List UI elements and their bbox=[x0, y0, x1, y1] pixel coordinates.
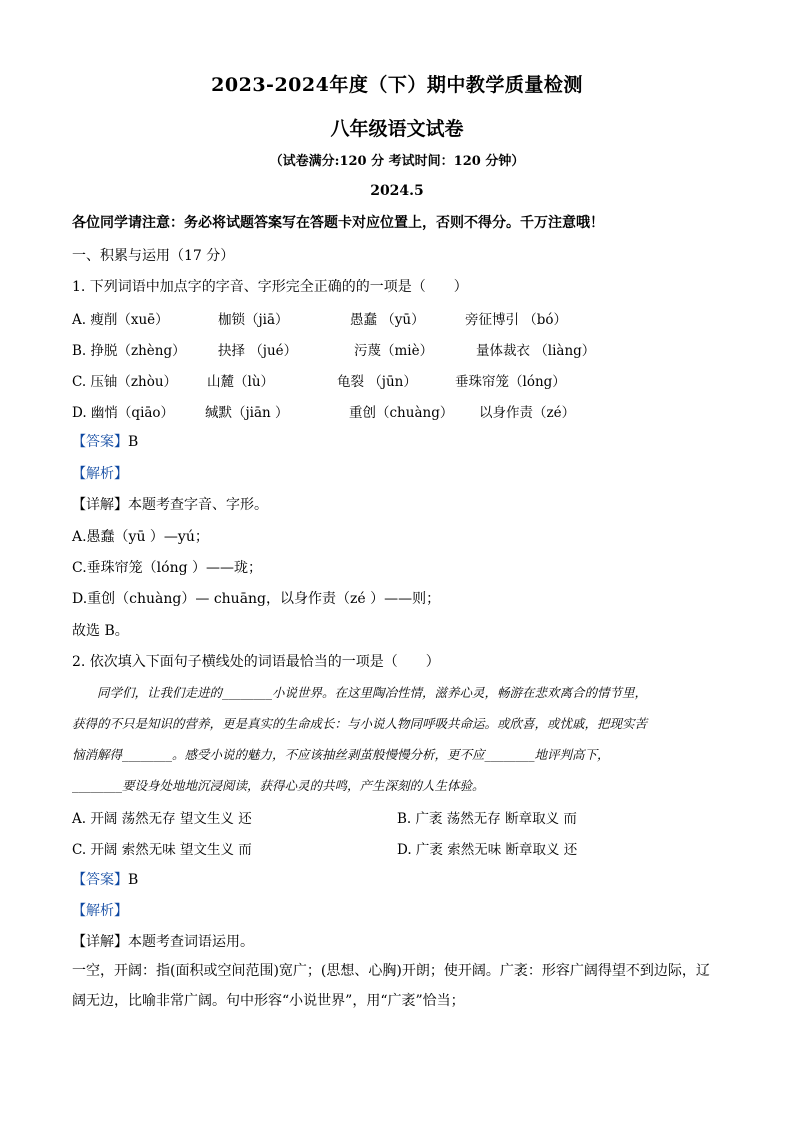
detail-text: 本题考查字音、字形。 bbox=[128, 497, 268, 513]
q1-option-d-2: 缄默（jiān ） bbox=[205, 405, 289, 421]
question-2-stem: 2. 依次填入下面句子横线处的词语最恰当的一项是（ ） bbox=[72, 654, 440, 670]
q1-option-c-2: 山麓（lù） bbox=[207, 374, 275, 390]
q1-detail bbox=[72, 494, 268, 514]
detail-tag: 【详解】 bbox=[72, 934, 128, 950]
exam-date: 2024.5 bbox=[370, 183, 424, 199]
q2-option-a: A. 开阔 荡然无存 望文生义 还 bbox=[72, 811, 252, 827]
q1-option-b-1: B. 挣脱（zhèng） bbox=[72, 343, 186, 359]
q1-option-b-2: 抉择 （jué） bbox=[218, 343, 298, 359]
answer-tag: 【答案】 bbox=[72, 872, 128, 888]
q1-analysis bbox=[72, 463, 128, 483]
q1-answer bbox=[72, 431, 138, 451]
q2-answer bbox=[72, 869, 138, 889]
q1-note-d: D.重创（chuàng）— chuāng，以身作责（zé ）——则； bbox=[72, 591, 441, 607]
q1-option-b-3: 污蔑（miè） bbox=[354, 343, 434, 359]
exam-title: 2023-2024年度（下）期中教学质量检测 bbox=[211, 74, 583, 96]
q2-detail bbox=[72, 931, 254, 951]
detail-text: 本题考查词语运用。 bbox=[128, 934, 254, 950]
q2-passage-line-4: ________要设身处地地沉浸阅读，获得心灵的共鸣，产生深刻的人生体验。 bbox=[72, 778, 485, 793]
q1-option-c-1: C. 压铀（zhòu） bbox=[72, 374, 178, 390]
q1-option-a-4: 旁征博引 （bó） bbox=[465, 312, 568, 328]
q2-option-c: C. 开阔 索然无味 望文生义 而 bbox=[72, 842, 252, 858]
answer-value: B bbox=[128, 434, 139, 450]
q1-option-d-1: D. 幽悄（qiāo） bbox=[72, 405, 175, 421]
exam-info: （试卷满分:120 分 考试时间：120 分钟） bbox=[269, 154, 525, 169]
analysis-tag: 【解析】 bbox=[72, 466, 128, 482]
q1-option-d-3: 重创（chuàng） bbox=[349, 405, 454, 421]
q1-conclusion: 故选 B。 bbox=[72, 623, 129, 639]
q1-option-a-3: 愚蠢 （yū） bbox=[350, 312, 425, 328]
exam-subtitle: 八年级语文试卷 bbox=[330, 118, 464, 140]
q2-passage-line-3: 恼消解得________。感受小说的魅力，不应该抽丝剥茧般慢慢分析，更不应________地评判高下， bbox=[72, 747, 610, 762]
q1-option-d-4: 以身作责（zé） bbox=[479, 405, 576, 421]
analysis-tag: 【解析】 bbox=[72, 903, 128, 919]
q1-note-c: C.垂珠帘笼（lóng ）——珑； bbox=[72, 560, 262, 576]
question-1-stem: 1. 下列词语中加点字的字音、字形完全正确的的一项是（ ） bbox=[72, 279, 468, 295]
answer-value: B bbox=[128, 872, 139, 888]
q1-note-a: A.愚蠢（yū ）—yú； bbox=[72, 529, 209, 545]
q2-passage-line-1: 同学们，让我们走进的________小说世界。在这里陶冶性情，滋养心灵，畅游在悲欢离合的情节里， bbox=[72, 685, 648, 700]
answer-tag: 【答案】 bbox=[72, 434, 128, 450]
q2-passage-line-2: 获得的不只是知识的营养，更是真实的生命成长：与小说人物同呼吸共命运。或欣喜，或忧戚，把现实苦 bbox=[72, 716, 648, 731]
notice: 各位同学请注意：务必将试题答案写在答题卡对应位置上，否则不得分。千万注意哦！ bbox=[72, 215, 604, 231]
q1-option-c-3: 龟裂 （jūn） bbox=[337, 374, 417, 390]
q2-analysis bbox=[72, 900, 128, 920]
q2-option-b: B. 广袤 荡然无存 断章取义 而 bbox=[397, 811, 577, 827]
q2-explanation: 一空，开阔：指(面积或空间范围)宽广；(思想、心胸)开朗；使开阔。广袤：形容广阔得望不到边际，辽阔无边，比喻非常广阔。句中形容“小说世界”，用“广袤”恰当； bbox=[72, 963, 710, 1009]
q2-option-d: D. 广袤 索然无味 断章取义 还 bbox=[397, 842, 578, 858]
q1-option-c-4: 垂珠帘笼（lóng） bbox=[455, 374, 566, 390]
q1-option-a-1: A. 瘦削（xuē） bbox=[72, 312, 169, 328]
detail-tag: 【详解】 bbox=[72, 497, 128, 513]
q1-option-a-2: 枷锁（jiā） bbox=[218, 312, 289, 328]
q1-option-b-4: 量体裁衣 （liàng） bbox=[476, 343, 596, 359]
section-heading: 一、积累与运用（17 分） bbox=[72, 248, 235, 264]
